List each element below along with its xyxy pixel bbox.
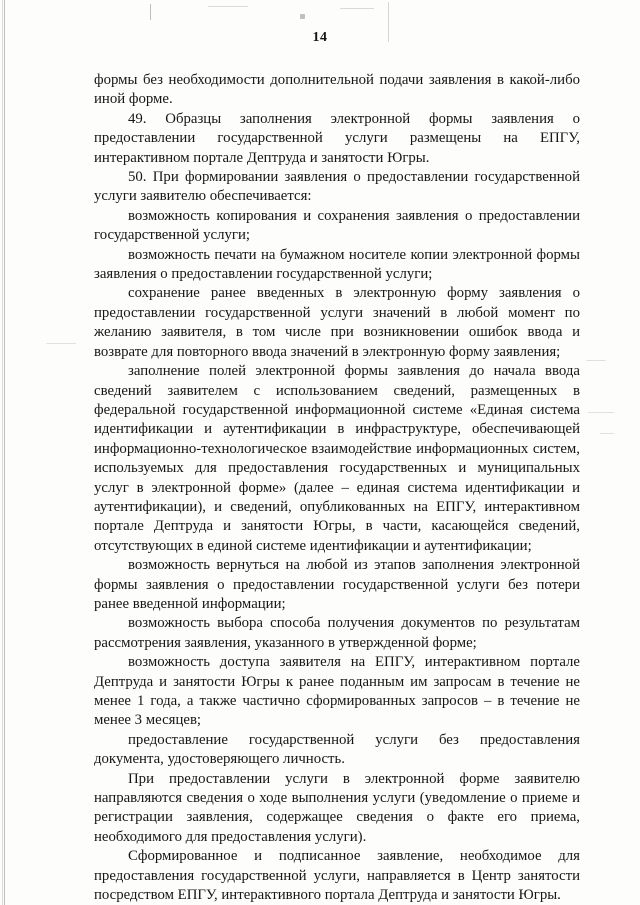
scan-binding-edge (4, 0, 5, 905)
paragraph-continuation: формы без необходимости дополнительной подачи заявления в какой-либо иной форме. (94, 72, 580, 108)
scan-binding-edge (2, 0, 3, 905)
scan-speck (588, 412, 614, 413)
scan-speck (600, 433, 614, 434)
paragraph-status-notifications: При предоставлении услуги в электронной форме заявителю направляются сведения о ходе выполнения услуги (уведомление о приеме и регистрации заявления, содержащее сведения о факте его приема, необходимого для предоставления услуги). (94, 770, 580, 845)
document-body (94, 71, 580, 905)
paragraph-copy-save: возможность копирования и сохранения заявления о предоставлении государственной услуги; (94, 207, 580, 244)
paragraph-no-id-document: предоставление государственной услуги без предоставления документа, удостоверяющего личность. (94, 731, 580, 768)
scan-speck (208, 6, 248, 7)
paragraph-item-49: 49. Образцы заполнения электронной формы заявления о предоставлении государственной услуги размещены на ЕПГУ, интерактивном портале Дептруда и занятости Югры. (94, 110, 580, 166)
paragraph-submission: Сформированное и подписанное заявление, необходимое для предоставления государственной услуги, направляется в Центр занятости посредством ЕПГУ, интерактивного портала Дептруда и занятости Югры. (94, 848, 580, 904)
page-number: 14 (312, 30, 328, 45)
paragraph-item-50: 50. При формировании заявления о предоставлении государственной услуги заявителю обеспечивается: (94, 169, 580, 205)
scan-speck (586, 360, 606, 361)
scan-speck (150, 4, 151, 20)
paragraph-prefill: заполнение полей электронной формы заявления до начала ввода сведений заявителем с использованием сведений, размещенных в федеральной государственной информационной системе «Единая система идентификации и аутентификации в инфраструктуре, обеспечивающей информационно-технологическое взаимодействие информационных систем, используемых для предоставления государственных и муниципальных услуг в электронной форме» (далее – единая система идентификации и аутентификации), и сведений, опубликованных на ЕПГУ, интерактивном портале Дептруда и занятости Югры, в части, касающейся сведений, отсутствующих в единой системе идентификации и аутентификации; (94, 363, 580, 554)
paragraph-print: возможность печати на бумажном носителе копии электронной формы заявления о предоставлении государственной услуги; (94, 246, 580, 283)
scan-speck (300, 14, 305, 19)
paragraph-return-stage: возможность вернуться на любой из этапов заполнения электронной формы заявления о предоставлении государственной услуги без потери ранее введенной информации; (94, 557, 580, 612)
scan-speck (340, 8, 374, 9)
scan-speck (46, 343, 76, 344)
paragraph-save-values: сохранение ранее введенных в электронную форму заявления о предоставлении государственной услуги значений в любой момент по желанию заявителя, в том числе при возникновении ошибок ввода и возврате для повторного ввода значений в электронную форму заявления; (94, 285, 580, 360)
paragraph-delivery-method: возможность выбора способа получения документов по результатам рассмотрения заявления, указанного в утвержденной форме; (94, 615, 580, 651)
paragraph-access-requests: возможность доступа заявителя на ЕПГУ, интерактивном портале Дептруда и занятости Югры к ранее поданным им запросам в течение не менее 1 года, а также частично сформированных запросов – в течение не менее 3 месяцев; (94, 654, 580, 729)
